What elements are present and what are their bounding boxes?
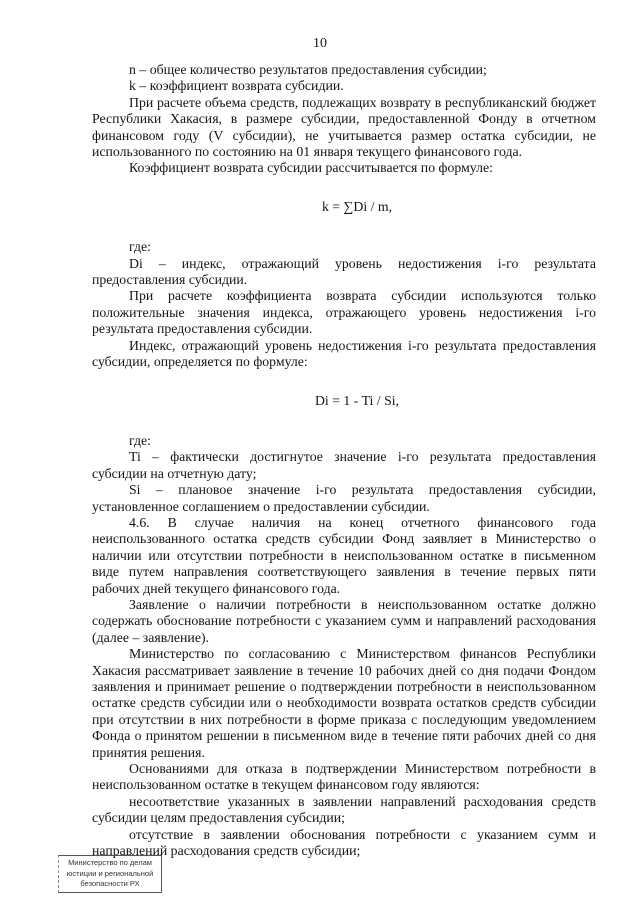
- paragraph-coefficient-intro: Коэффициент возврата субсидии рассчитывается по формуле:: [129, 160, 493, 176]
- paragraph-ti-definition: Ti – фактически достигнутое значение i-го результата предоставления субсидии на отчетную дату;: [92, 449, 596, 481]
- paragraph-k-definition: k – коэффициент возврата субсидии.: [129, 78, 344, 94]
- paragraph-ministry-review: Министерство по согласованию с Министерством финансов Республики Хакасия рассматривает заявление в течение 10 рабочих дней со дня подачи Фондом заявления и принимает решение о подтверждении потребности в неиспользованном остатке средств субсидии или о необходимости возврата остатков средств субсидии при отсутствии в них потребности в форме приказа с последующим уведомлением Фонда о принятом решении в письменном виде в течение пяти рабочих дней со дня принятия решения.: [92, 646, 596, 760]
- formula-k: k = ∑Di / m,: [321, 198, 393, 214]
- paragraph-section-4-6: 4.6. В случае наличия на конец отчетного финансового года неиспользованного остатка средств субсидии Фонд заявляет в Министерство о наличии или отсутствии потребности в неиспользованном остатке в письменном виде путем направления соответствующего заявления в течение первых пяти рабочих дней текущего финансового года.: [92, 514, 596, 596]
- paragraph-refusal-item-1: несоответствие указанных в заявлении направлений расходования средств субсидии целям предоставления субсидии;: [92, 793, 596, 826]
- stamp-line-1: Министерство по делам: [68, 858, 152, 867]
- paragraph-di-definition: Di – индекс, отражающий уровень недостижения i-го результата предоставления субсидии.: [92, 255, 596, 288]
- document-body: [92, 62, 596, 859]
- paragraph-index-intro: Индекс, отражающий уровень недостижения i-го результата предоставления субсидии, определяется по формуле:: [92, 337, 596, 370]
- ministry-stamp: [58, 855, 162, 893]
- paragraph-si-definition: Si – плановое значение i-го результата предоставления субсидии, установленное соглашением о предоставлении субсидии.: [92, 482, 596, 514]
- paragraph-where-1: где:: [129, 239, 151, 255]
- paragraph-refusal-item-2: отсутствие в заявлении обоснования потребности с указанием сумм и направлений расходования средств субсидии;: [92, 826, 596, 859]
- paragraph-refusal-grounds: Основаниями для отказа в подтверждении Министерством потребности в неиспользованном остатке в текущем финансовом году являются:: [92, 761, 596, 793]
- paragraph-n-definition: n – общее количество результатов предоставления субсидии;: [129, 62, 487, 77]
- paragraph-positive-values: При расчете коэффициента возврата субсидии используются только положительные значения индекса, отражающего уровень недостижения i-го результата предоставления субсидии.: [92, 288, 596, 337]
- stamp-line-2: юстиции и региональной: [66, 868, 154, 878]
- page-number: 10: [313, 36, 327, 51]
- formula-di: Di = 1 - Ti / Si,: [314, 392, 400, 408]
- paragraph-return-volume: При расчете объема средств, подлежащих возврату в республиканский бюджет Республики Хакасия, в размере субсидии, предоставленной Фонду в отчетном финансовом году (V субсидии), не учитывается размер остатка субсидии, не использованного по состоянию на 01 января текущего финансового года.: [92, 94, 596, 160]
- paragraph-application-content: Заявление о наличии потребности в неиспользованном остатке должно содержать обоснование потребности с указанием сумм и направлений расходования (далее – заявление).: [92, 596, 596, 645]
- stamp-line-3: безопасности РХ: [80, 879, 140, 888]
- paragraph-where-2: где:: [129, 432, 151, 448]
